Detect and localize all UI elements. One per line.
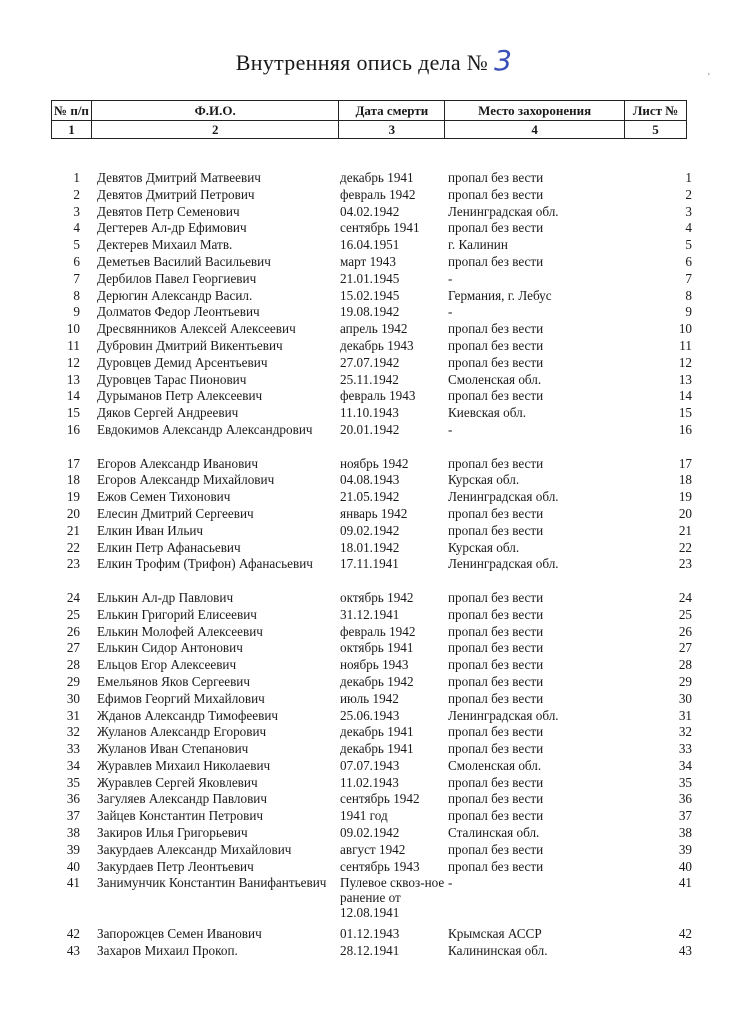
row-number: 43	[66, 942, 80, 958]
title-text: Внутренняя опись дела №	[235, 50, 489, 75]
row-death-date: 15.02.1945	[340, 287, 400, 303]
table-row	[0, 859, 748, 876]
row-name: Дерюгин Александр Васил.	[97, 287, 253, 303]
row-number: 12	[66, 354, 80, 370]
row-sheet: 21	[678, 522, 692, 538]
row-burial-place: Смоленская обл.	[448, 371, 542, 387]
row-death-date: сентябрь 1943	[340, 858, 420, 874]
header-sheet: Лист №	[625, 101, 687, 121]
row-sheet: 4	[685, 220, 692, 236]
row-burial-place: пропал без вести	[448, 220, 544, 236]
table-row	[0, 791, 748, 808]
row-sheet: 1	[685, 170, 692, 185]
table-row	[0, 422, 748, 456]
row-number: 27	[66, 640, 80, 656]
row-name: Егоров Александр Иванович	[97, 455, 258, 471]
row-name: Дяков Сергей Андреевич	[97, 405, 239, 421]
row-death-date: 25.11.1942	[340, 371, 399, 387]
row-sheet: 22	[678, 539, 692, 555]
row-burial-place: пропал без вести	[448, 505, 544, 521]
records-list	[0, 170, 748, 959]
row-sheet: 9	[685, 304, 692, 320]
row-burial-place: пропал без вести	[448, 388, 544, 404]
row-number: 26	[66, 623, 80, 639]
row-number: 32	[66, 724, 80, 740]
row-name: Елькин Ал-др Павлович	[97, 589, 234, 605]
row-name: Дектерев Михаил Матв.	[97, 237, 233, 253]
row-name: Ельцов Егор Алексеевич	[97, 657, 237, 673]
table-row	[0, 624, 748, 641]
colnum-1: 1	[52, 121, 92, 139]
row-burial-place: пропал без вести	[448, 774, 544, 790]
row-death-date: июль 1942	[340, 690, 399, 706]
row-death-date: 17.11.1941	[340, 556, 399, 572]
row-name: Ефимов Георгий Михайлович	[97, 690, 265, 706]
table-row	[0, 556, 748, 590]
row-death-date: сентябрь 1941	[340, 220, 420, 236]
row-number: 42	[66, 925, 80, 941]
row-number: 20	[66, 505, 80, 521]
row-burial-place: пропал без вести	[448, 321, 544, 337]
row-name: Дубровин Дмитрий Викентьевич	[97, 337, 283, 353]
row-burial-place: Киевская обл.	[448, 405, 526, 421]
row-number: 41	[66, 875, 80, 891]
row-number: 4	[73, 220, 80, 236]
row-number: 25	[66, 606, 80, 622]
table-row	[0, 523, 748, 540]
row-death-date: 07.07.1943	[340, 757, 400, 773]
document-title	[0, 44, 748, 77]
table-row	[0, 506, 748, 523]
row-sheet: 27	[678, 640, 692, 656]
table-header	[51, 100, 687, 139]
row-number: 1	[73, 170, 80, 185]
row-sheet: 2	[685, 186, 692, 202]
row-death-date: декабрь 1941	[340, 724, 414, 740]
row-name: Ежов Семен Тихонович	[97, 489, 231, 505]
row-sheet: 17	[678, 455, 692, 471]
row-sheet: 26	[678, 623, 692, 639]
row-sheet: 31	[678, 707, 692, 723]
row-burial-place: пропал без вести	[448, 640, 544, 656]
row-sheet: 12	[678, 354, 692, 370]
row-name: Елькин Григорий Елисеевич	[97, 606, 257, 622]
row-number: 28	[66, 657, 80, 673]
row-burial-place: пропал без вести	[448, 673, 544, 689]
row-burial-place: пропал без вести	[448, 522, 544, 538]
row-name: Дресвянников Алексей Алексеевич	[97, 321, 296, 337]
row-name: Жуланов Александр Егорович	[97, 724, 267, 740]
table-row	[0, 875, 748, 925]
row-death-date: 20.01.1942	[340, 421, 400, 437]
row-burial-place: Сталинская обл.	[448, 825, 540, 841]
row-death-date: апрель 1942	[340, 321, 408, 337]
row-death-date: 25.06.1943	[340, 707, 400, 723]
row-number: 34	[66, 757, 80, 773]
row-name: Долматов Федор Леонтьевич	[97, 304, 260, 320]
row-death-date: сентябрь 1942	[340, 791, 420, 807]
row-sheet: 32	[678, 724, 692, 740]
row-burial-place: г. Калинин	[448, 237, 508, 253]
row-burial-place: -	[448, 270, 453, 286]
row-number: 15	[66, 405, 80, 421]
row-burial-place: пропал без вести	[448, 186, 544, 202]
row-number: 24	[66, 589, 80, 605]
row-sheet: 43	[678, 942, 692, 958]
row-number: 8	[73, 287, 80, 303]
row-death-date: 19.08.1942	[340, 304, 400, 320]
table-row	[0, 372, 748, 389]
row-death-date: март 1943	[340, 253, 396, 269]
row-number: 18	[66, 472, 80, 488]
row-death-date: ноябрь 1942	[340, 455, 409, 471]
row-burial-place: пропал без вести	[448, 170, 544, 185]
table-row	[0, 355, 748, 372]
row-name: Елкин Петр Афанасьевич	[97, 539, 241, 555]
row-burial-place: -	[448, 875, 453, 891]
row-death-date: 18.01.1942	[340, 539, 400, 555]
row-burial-place: Ленинградская обл.	[448, 489, 559, 505]
table-row	[0, 271, 748, 288]
row-name: Дуровцев Тарас Пионович	[97, 371, 247, 387]
row-burial-place: пропал без вести	[448, 589, 544, 605]
row-burial-place: Крымская АССР	[448, 925, 542, 941]
row-sheet: 39	[678, 841, 692, 857]
row-burial-place: пропал без вести	[448, 455, 544, 471]
row-number: 22	[66, 539, 80, 555]
row-name: Дуровцев Демид Арсентьевич	[97, 354, 268, 370]
row-sheet: 5	[685, 237, 692, 253]
row-number: 36	[66, 791, 80, 807]
row-number: 40	[66, 858, 80, 874]
row-death-date: январь 1942	[340, 505, 408, 521]
row-sheet: 11	[679, 337, 692, 353]
row-sheet: 15	[678, 405, 692, 421]
row-number: 35	[66, 774, 80, 790]
row-number: 37	[66, 808, 80, 824]
table-row	[0, 170, 748, 187]
row-burial-place: пропал без вести	[448, 657, 544, 673]
row-burial-place: пропал без вести	[448, 724, 544, 740]
row-sheet: 23	[678, 556, 692, 572]
table-row	[0, 472, 748, 489]
row-number: 17	[66, 455, 80, 471]
row-burial-place: пропал без вести	[448, 337, 544, 353]
row-name: Дербилов Павел Георгиевич	[97, 270, 257, 286]
table-row	[0, 607, 748, 624]
row-sheet: 37	[678, 808, 692, 824]
row-name: Елкин Трофим (Трифон) Афанасьевич	[97, 556, 313, 572]
row-death-date: 09.02.1942	[340, 522, 400, 538]
row-sheet: 19	[678, 489, 692, 505]
row-name: Запорожцев Семен Иванович	[97, 925, 262, 941]
row-burial-place: пропал без вести	[448, 253, 544, 269]
row-sheet: 40	[678, 858, 692, 874]
row-death-date: 04.02.1942	[340, 203, 400, 219]
row-number: 29	[66, 673, 80, 689]
table-row	[0, 254, 748, 271]
row-number: 6	[73, 253, 80, 269]
row-death-date: февраль 1942	[340, 186, 416, 202]
row-number: 21	[66, 522, 80, 538]
row-death-date: октябрь 1942	[340, 589, 414, 605]
table-row	[0, 808, 748, 825]
row-number: 30	[66, 690, 80, 706]
row-death-date: ноябрь 1943	[340, 657, 409, 673]
row-sheet: 3	[685, 203, 692, 219]
row-name: Закурдаев Петр Леонтьевич	[97, 858, 254, 874]
row-number: 39	[66, 841, 80, 857]
row-burial-place: Курская обл.	[448, 472, 520, 488]
table-row	[0, 456, 748, 473]
row-death-date: 11.02.1943	[340, 774, 399, 790]
table-row	[0, 825, 748, 842]
row-name: Деметьев Василий Васильевич	[97, 253, 271, 269]
header-name: Ф.И.О.	[91, 101, 339, 121]
row-death-date: Пулевое сквоз-ное ранение от 12.08.1941	[340, 875, 445, 921]
row-sheet: 35	[678, 774, 692, 790]
table-row	[0, 187, 748, 204]
row-name: Закиров Илья Григорьевич	[97, 825, 248, 841]
row-death-date: 21.01.1945	[340, 270, 400, 286]
scan-speck: '	[708, 72, 710, 83]
row-burial-place: пропал без вести	[448, 690, 544, 706]
row-sheet: 29	[678, 673, 692, 689]
row-sheet: 14	[678, 388, 692, 404]
row-burial-place: Калининская обл.	[448, 942, 548, 958]
row-sheet: 36	[678, 791, 692, 807]
row-sheet: 6	[685, 253, 692, 269]
colnum-3: 3	[339, 121, 445, 139]
table-row	[0, 657, 748, 674]
row-sheet: 13	[678, 371, 692, 387]
row-sheet: 28	[678, 657, 692, 673]
row-sheet: 18	[678, 472, 692, 488]
row-sheet: 16	[678, 421, 692, 437]
row-death-date: 16.04.1951	[340, 237, 400, 253]
case-number: 3	[494, 44, 513, 77]
row-sheet: 41	[678, 875, 692, 891]
table-row	[0, 708, 748, 725]
row-burial-place: пропал без вести	[448, 841, 544, 857]
header-number: № п/п	[52, 101, 92, 121]
row-burial-place: Курская обл.	[448, 539, 520, 555]
row-sheet: 34	[678, 757, 692, 773]
row-number: 2	[73, 186, 80, 202]
row-number: 31	[66, 707, 80, 723]
table-row	[0, 842, 748, 859]
table-row	[0, 405, 748, 422]
row-death-date: 1941 год	[340, 808, 388, 824]
table-row	[0, 943, 748, 960]
row-name: Емельянов Яков Сергеевич	[97, 673, 251, 689]
row-burial-place: пропал без вести	[448, 623, 544, 639]
row-death-date: 09.02.1942	[340, 825, 400, 841]
row-sheet: 42	[678, 925, 692, 941]
row-name: Занимунчик Константин Ванифантьевич	[97, 875, 327, 891]
row-death-date: февраль 1943	[340, 388, 416, 404]
row-death-date: 31.12.1941	[340, 606, 400, 622]
row-name: Дурыманов Петр Алексеевич	[97, 388, 263, 404]
row-name: Девятов Дмитрий Петрович	[97, 186, 255, 202]
row-burial-place: Ленинградская обл.	[448, 203, 559, 219]
row-name: Елесин Дмитрий Сергеевич	[97, 505, 254, 521]
row-number: 13	[66, 371, 80, 387]
table-row	[0, 338, 748, 355]
row-death-date: декабрь 1942	[340, 673, 414, 689]
table-row	[0, 758, 748, 775]
header-burial-place: Место захоронения	[445, 101, 625, 121]
row-name: Зайцев Константин Петрович	[97, 808, 264, 824]
row-sheet: 33	[678, 741, 692, 757]
row-sheet: 30	[678, 690, 692, 706]
row-burial-place: -	[448, 421, 453, 437]
row-death-date: октябрь 1941	[340, 640, 414, 656]
row-name: Егоров Александр Михайлович	[97, 472, 275, 488]
row-sheet: 10	[678, 321, 692, 337]
row-burial-place: пропал без вести	[448, 741, 544, 757]
row-name: Жуланов Иван Степанович	[97, 741, 249, 757]
table-row	[0, 288, 748, 305]
row-name: Захаров Михаил Прокоп.	[97, 942, 238, 958]
row-number: 38	[66, 825, 80, 841]
row-name: Елкин Иван Ильич	[97, 522, 204, 538]
table-row	[0, 926, 748, 943]
row-burial-place: Ленинградская обл.	[448, 556, 559, 572]
table-row	[0, 237, 748, 254]
row-burial-place: пропал без вести	[448, 354, 544, 370]
row-burial-place: пропал без вести	[448, 808, 544, 824]
row-sheet: 25	[678, 606, 692, 622]
row-number: 23	[66, 556, 80, 572]
row-death-date: декабрь 1941	[340, 741, 414, 757]
row-number: 19	[66, 489, 80, 505]
row-burial-place: Смоленская обл.	[448, 757, 542, 773]
table-row	[0, 724, 748, 741]
row-sheet: 38	[678, 825, 692, 841]
table-row	[0, 204, 748, 221]
row-number: 7	[73, 270, 80, 286]
row-number: 5	[73, 237, 80, 253]
row-death-date: февраль 1942	[340, 623, 416, 639]
row-sheet: 7	[685, 270, 692, 286]
row-number: 9	[73, 304, 80, 320]
row-death-date: декабрь 1943	[340, 337, 414, 353]
row-death-date: 28.12.1941	[340, 942, 400, 958]
row-name: Закурдаев Александр Михайлович	[97, 841, 292, 857]
row-death-date: 27.07.1942	[340, 354, 400, 370]
row-number: 33	[66, 741, 80, 757]
row-number: 14	[66, 388, 80, 404]
table-row	[0, 691, 748, 708]
table-row	[0, 220, 748, 237]
row-name: Журавлев Сергей Яковлевич	[97, 774, 258, 790]
table-row	[0, 640, 748, 657]
colnum-5: 5	[625, 121, 687, 139]
colnum-4: 4	[445, 121, 625, 139]
row-name: Загуляев Александр Павлович	[97, 791, 267, 807]
row-death-date: 21.05.1942	[340, 489, 400, 505]
row-number: 10	[66, 321, 80, 337]
row-name: Жданов Александр Тимофеевич	[97, 707, 279, 723]
row-number: 3	[73, 203, 80, 219]
table-row	[0, 775, 748, 792]
row-burial-place: пропал без вести	[448, 858, 544, 874]
table-row	[0, 674, 748, 691]
table-row	[0, 540, 748, 557]
row-name: Елькин Молофей Алексеевич	[97, 623, 263, 639]
row-burial-place: Ленинградская обл.	[448, 707, 559, 723]
row-burial-place: Германия, г. Лебус	[448, 287, 552, 303]
table-row	[0, 304, 748, 321]
row-burial-place: пропал без вести	[448, 791, 544, 807]
row-sheet: 20	[678, 505, 692, 521]
row-death-date: 11.10.1943	[340, 405, 399, 421]
row-death-date: 04.08.1943	[340, 472, 400, 488]
row-name: Дегтерев Ал-др Ефимович	[97, 220, 247, 236]
row-number: 11	[67, 337, 80, 353]
row-death-date: 01.12.1943	[340, 925, 400, 941]
row-death-date: декабрь 1941	[340, 170, 414, 185]
row-name: Елькин Сидор Антонович	[97, 640, 243, 656]
row-name: Девятов Петр Семенович	[97, 203, 240, 219]
row-sheet: 24	[678, 589, 692, 605]
colnum-2: 2	[91, 121, 339, 139]
row-name: Девятов Дмитрий Матвеевич	[97, 170, 261, 185]
row-sheet: 8	[685, 287, 692, 303]
row-name: Евдокимов Александр Александрович	[97, 421, 313, 437]
table-row	[0, 388, 748, 405]
row-name: Журавлев Михаил Николаевич	[97, 757, 271, 773]
row-death-date: август 1942	[340, 841, 406, 857]
table-row	[0, 321, 748, 338]
table-row	[0, 590, 748, 607]
row-burial-place: -	[448, 304, 453, 320]
row-burial-place: пропал без вести	[448, 606, 544, 622]
row-number: 16	[66, 421, 80, 437]
table-row	[0, 741, 748, 758]
header-death-date: Дата смерти	[339, 101, 445, 121]
table-row	[0, 489, 748, 506]
